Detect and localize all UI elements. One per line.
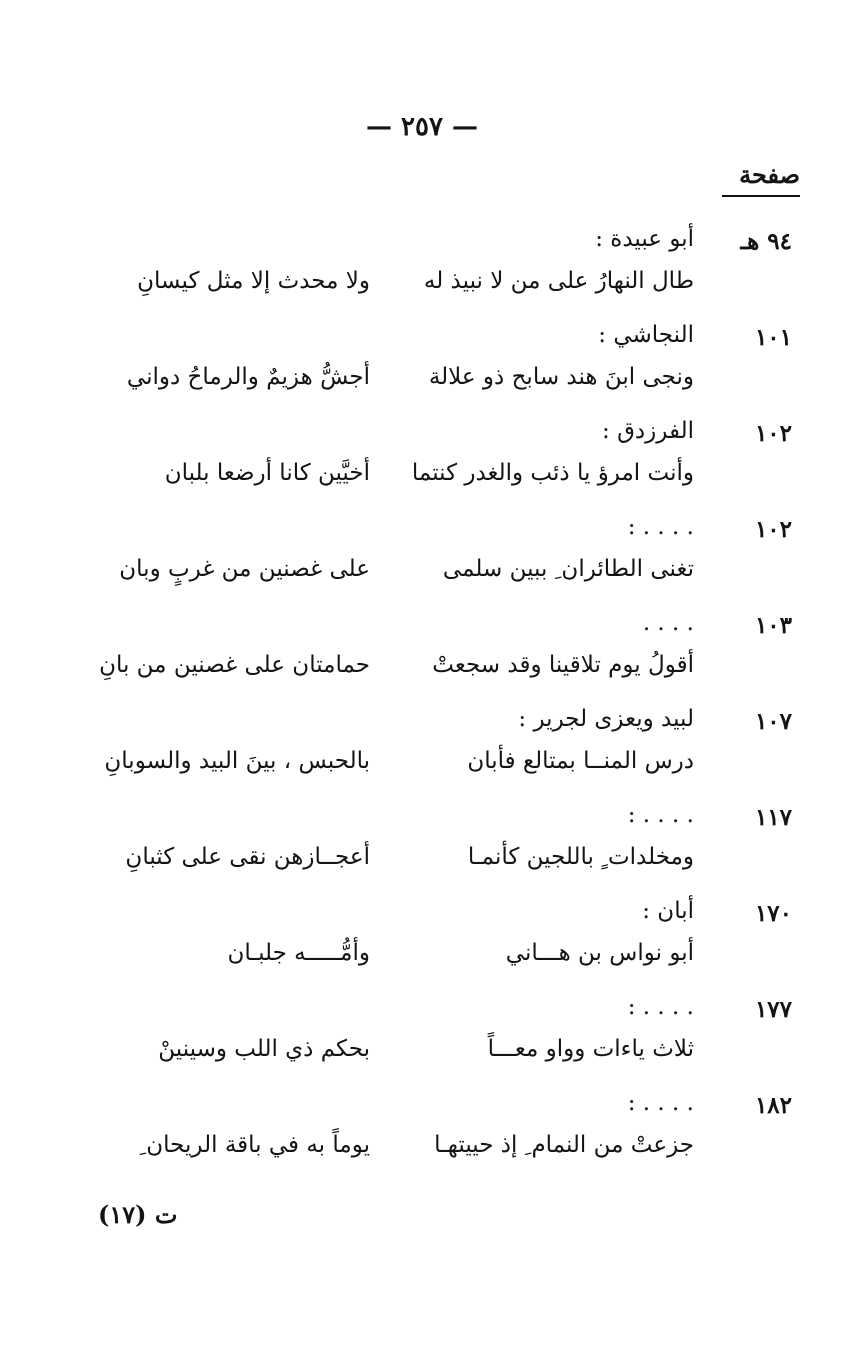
page-reference: ١٠٣ bbox=[754, 612, 792, 639]
verse-first-hemistich: ثلاث ياءات وواو معـــاً bbox=[487, 1036, 694, 1062]
verse-first-hemistich: درس المنــا بمتالع فأبان bbox=[467, 748, 694, 774]
page-reference: ١٧٧ bbox=[754, 996, 792, 1023]
verse-first-hemistich: أبو نواس بن هـــاني bbox=[505, 940, 694, 966]
poet-name: النجاشي : bbox=[598, 322, 694, 348]
poet-name: لبيد ويعزى لجرير : bbox=[518, 706, 694, 732]
poet-name: . . . . : bbox=[627, 802, 694, 828]
page-reference: ١٠٧ bbox=[754, 708, 792, 735]
verse-first-hemistich: جزعتْ من النمام ِ إذ حييتهـا bbox=[434, 1132, 694, 1158]
verse-second-hemistich: أخيَّين كانا أرضعا بلبان bbox=[164, 460, 370, 486]
verse-first-hemistich: وأنت امرؤ يا ذئب والغدر كنتما bbox=[411, 460, 694, 486]
verse-second-hemistich: بالحبس ، بينَ البيد والسوبانِ bbox=[104, 748, 370, 774]
page-reference: ١٠٢ bbox=[754, 420, 792, 447]
page-reference: ١١٧ bbox=[754, 804, 792, 831]
page-number: — ٢٥٧ — bbox=[365, 112, 479, 142]
verse-second-hemistich: أجشُّ هزيمٌ والرماحُ دواني bbox=[126, 364, 370, 390]
verse-second-hemistich: ولا محدث إلا مثل كيسانِ bbox=[137, 268, 370, 294]
list-item bbox=[0, 698, 844, 794]
verse-first-hemistich: ونجى ابنَ هند سابح ذو علالة bbox=[428, 364, 694, 390]
page-reference: ٩٤ هـ bbox=[740, 228, 792, 255]
verse-first-hemistich: أقولُ يوم تلاقينا وقد سجعتْ bbox=[432, 652, 694, 678]
signature-mark: ت (١٧) bbox=[98, 1200, 178, 1229]
list-item bbox=[0, 218, 844, 314]
page-reference: ١٠١ bbox=[754, 324, 792, 351]
poet-name: . . . . : bbox=[627, 994, 694, 1020]
verse-second-hemistich: وأمُّـــــه جلبـان bbox=[227, 940, 370, 966]
page-reference: ١٠٢ bbox=[754, 516, 792, 543]
verse-first-hemistich: طال النهارُ على من لا نبيذ له bbox=[423, 268, 694, 294]
verse-second-hemistich: بحكم ذي اللب وسينينْ bbox=[158, 1036, 370, 1062]
poet-name: . . . . : bbox=[627, 514, 694, 540]
column-header: صفحة bbox=[722, 160, 800, 197]
poet-name: أبان : bbox=[642, 898, 694, 924]
verse-first-hemistich: ومخلدات ٍ باللجين كأنمـا bbox=[467, 844, 694, 870]
page-reference: ١٧٠ bbox=[754, 900, 792, 927]
list-item bbox=[0, 314, 844, 410]
list-item bbox=[0, 602, 844, 698]
page-reference: ١٨٢ bbox=[754, 1092, 792, 1119]
poet-name: الفرزدق : bbox=[602, 418, 694, 444]
verse-second-hemistich: أعجــازهن نقى على كثبانِ bbox=[125, 844, 370, 870]
poet-name: أبو عبيدة : bbox=[595, 226, 694, 252]
list-item bbox=[0, 1082, 844, 1178]
poet-name: . . . . : bbox=[627, 1090, 694, 1116]
entry-list bbox=[0, 218, 844, 1178]
list-item bbox=[0, 890, 844, 986]
list-item bbox=[0, 410, 844, 506]
list-item bbox=[0, 794, 844, 890]
list-item bbox=[0, 506, 844, 602]
poet-name: . . . . bbox=[642, 610, 694, 636]
verse-first-hemistich: تغنى الطائران ِ ببين سلمى bbox=[442, 556, 694, 582]
list-item bbox=[0, 986, 844, 1082]
verse-second-hemistich: يوماً به في باقة الريحان ِ bbox=[139, 1132, 370, 1158]
verse-second-hemistich: حمامتان على غصنين من بانِ bbox=[99, 652, 370, 678]
verse-second-hemistich: على غصنين من غربٍ وبان bbox=[119, 556, 370, 582]
